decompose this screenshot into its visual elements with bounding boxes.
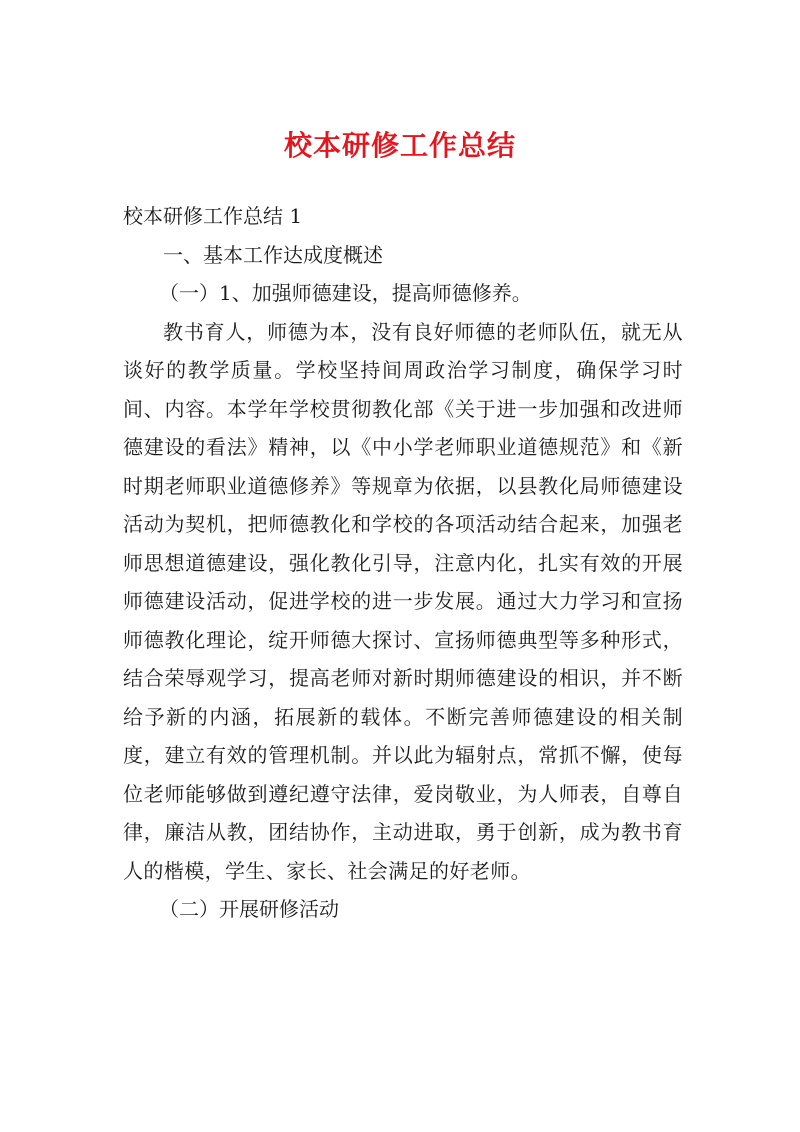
section-subtitle: 校本研修工作总结 1 xyxy=(123,204,303,228)
heading-research-activities: （二）开展研修活动 xyxy=(159,897,339,921)
document-title: 校本研修工作总结 xyxy=(283,129,516,162)
paragraph-teacher-ethics: 教书育人，师德为本，没有良好师德的老师队伍，就无从谈好的教学质量。学校坚持间周政治学习制度，确保学习时间、内容。本学年学校贯彻教化部《关于进一步加强和改进师德建设的看法》精神，以《中小学老师职业道德规范》和《新时期老师职业道德修养》等规章为依据，以县教化局师德建设活动为契机，把师德教化和学校的各项活动结合起来，加强老师思想道德建设，强化教化引导，注意内化，扎实有效的开展师德建设活动，促进学校的进一步发展。通过大力学习和宣扬师德教化理论，绽开师德大探讨、宣扬师德典型等多种形式，结合荣辱观学习，提高老师对新时期师德建设的相识，并不断给予新的内涵，拓展新的载体。不断完善师德建设的相关制度，建立有效的管理机制。并以此为辐射点，常抓不懈，使每位老师能够做到遵纪遵守法律，爱岗敬业，为人师表，自尊自律，廉洁从教，团结协作，主动进取，勇于创新，成为教书育人的楷模，学生、家长、社会满足的好老师。 xyxy=(123,319,683,883)
document-body xyxy=(123,197,683,929)
heading-basic-overview: 一、基本工作达成度概述 xyxy=(163,242,383,267)
heading-teacher-ethics: （一）1、加强师德建设，提高师德修养。 xyxy=(159,281,532,305)
